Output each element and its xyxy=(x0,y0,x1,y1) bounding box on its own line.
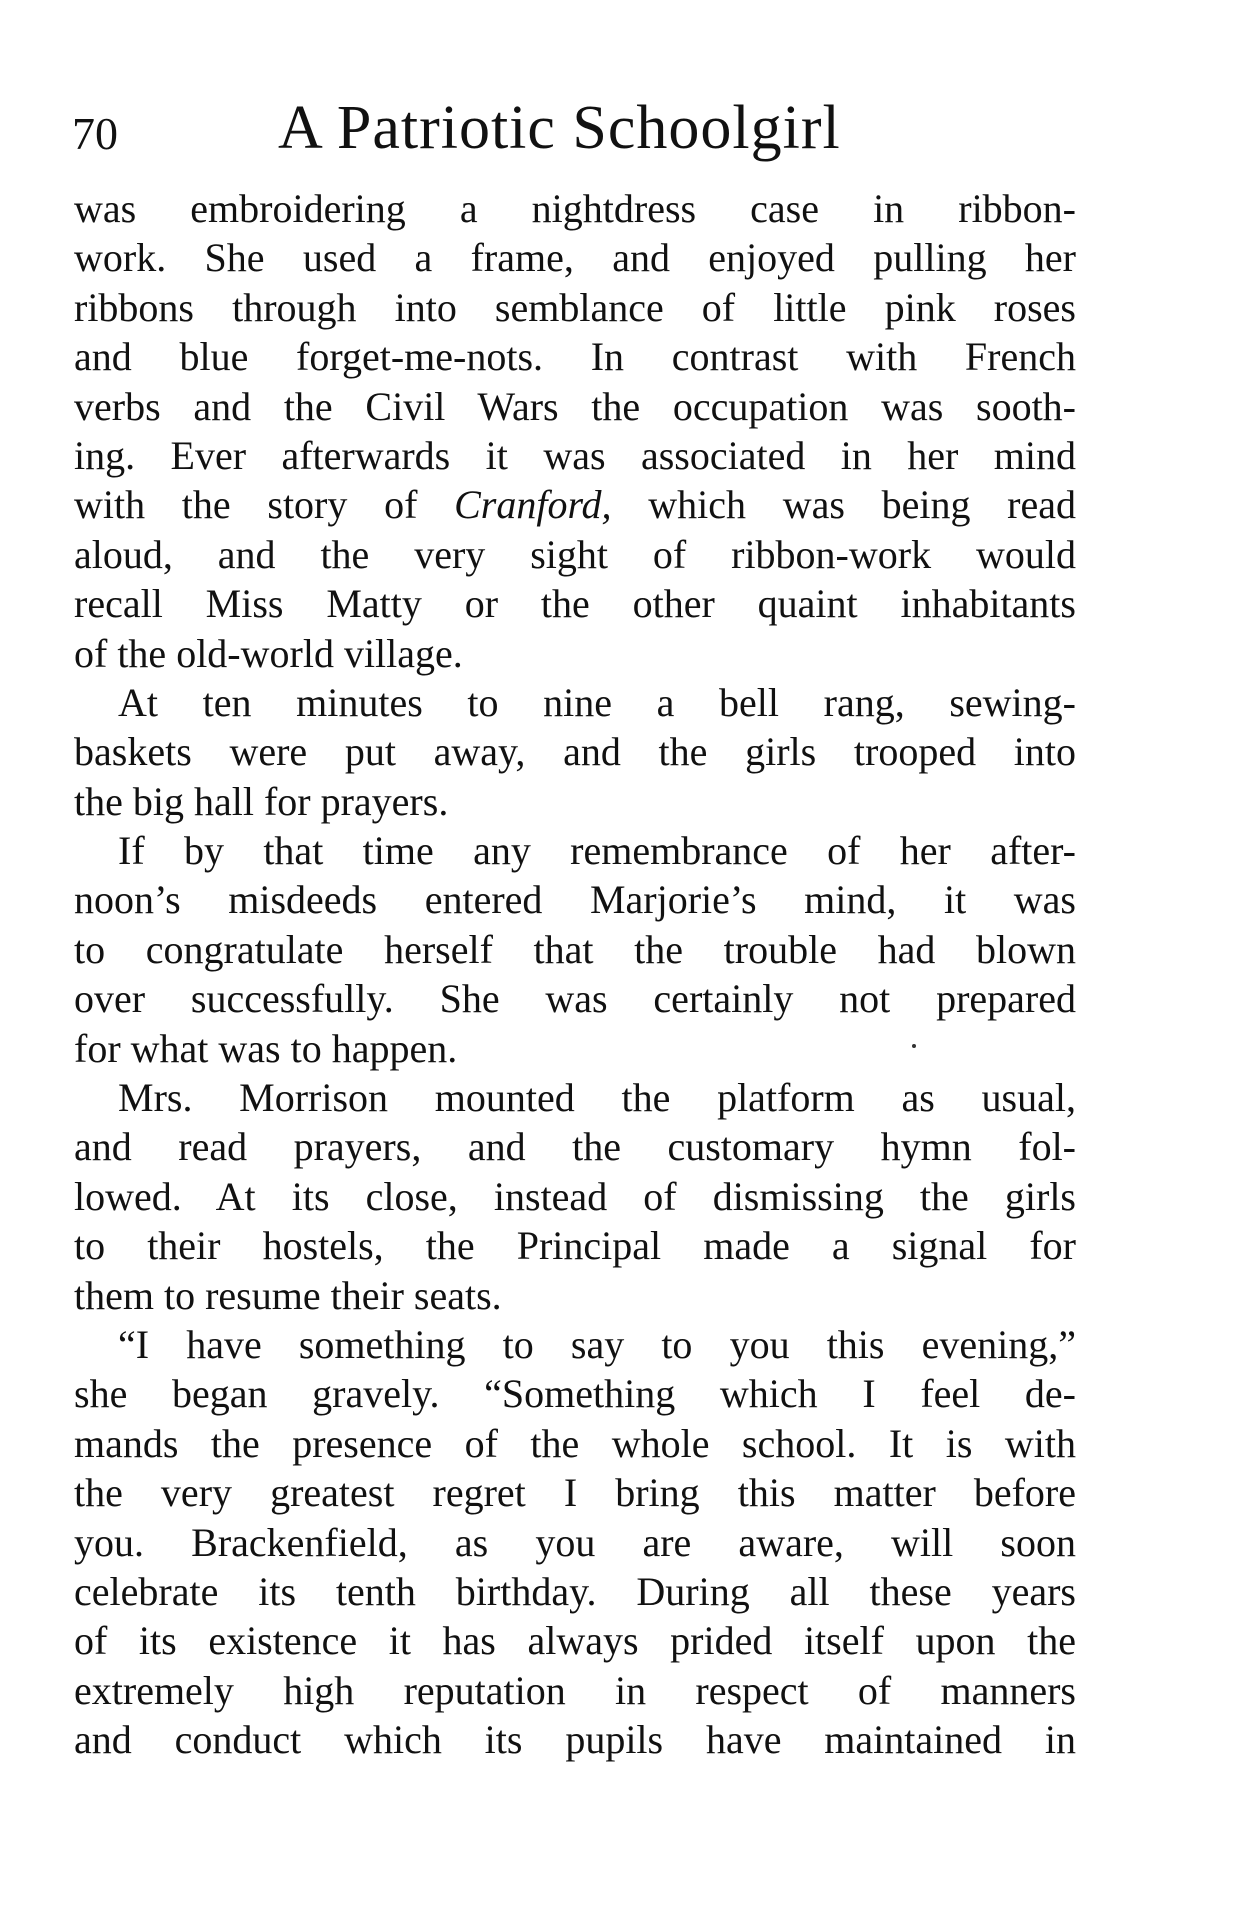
page-number: 70 xyxy=(72,108,118,159)
text-line: Mrs. Morrison mounted the platform as usual, xyxy=(118,1075,1076,1121)
text-line: the big hall for prayers. xyxy=(74,778,449,824)
text-segment: which was being read xyxy=(611,482,1076,528)
text-line: “I have something to say to you this evening,” xyxy=(118,1321,1076,1367)
text-line-with-italic xyxy=(74,480,1076,529)
text-line: baskets were put away, and the girls trooped into xyxy=(74,729,1076,775)
text-line: over successfully. She was certainly not prepared xyxy=(74,976,1076,1022)
text-line: was embroidering a nightdress case in ribbon- xyxy=(74,186,1076,231)
text-line: work. She used a frame, and enjoyed pulling her xyxy=(74,235,1076,281)
text-line: of its existence it has always prided itself upon the xyxy=(74,1618,1076,1664)
text-line: and read prayers, and the customary hymn fol- xyxy=(74,1124,1076,1170)
text-line: for what was to happen. xyxy=(74,1025,458,1071)
text-line: to congratulate herself that the trouble had blown xyxy=(74,926,1076,972)
text-line: of the old-world village. xyxy=(74,630,463,676)
text-line: and blue forget-me-nots. In contrast with French xyxy=(74,334,1076,380)
text-line: she began gravely. “Something which I feel de- xyxy=(74,1371,1076,1417)
text-line: ing. Ever afterwards it was associated in her mind xyxy=(74,432,1076,478)
body-text xyxy=(74,184,1076,1765)
text-line: ribbons through into semblance of little pink roses xyxy=(74,284,1076,330)
text-line: recall Miss Matty or the other quaint inhabitants xyxy=(74,581,1076,627)
book-title-cranford: Cranford, xyxy=(454,482,612,528)
text-line: the very greatest regret I bring this matter before xyxy=(74,1470,1076,1516)
page-header xyxy=(72,88,1072,168)
text-line: them to resume their seats. xyxy=(74,1272,502,1318)
text-segment: with the story of xyxy=(74,482,455,528)
text-line: you. Brackenfield, as you are aware, will soon xyxy=(74,1519,1076,1565)
text-line: verbs and the Civil Wars the occupation was sooth- xyxy=(74,383,1076,429)
text-line: aloud, and the very sight of ribbon-work would xyxy=(74,531,1076,577)
text-line: mands the presence of the whole school. It is with xyxy=(74,1420,1076,1466)
text-line: noon’s misdeeds entered Marjorie’s mind, it was xyxy=(74,877,1076,923)
text-line: If by that time any remembrance of her after- xyxy=(118,828,1076,874)
text-line: At ten minutes to nine a bell rang, sewing- xyxy=(118,679,1076,725)
text-line: lowed. At its close, instead of dismissing the girls xyxy=(74,1173,1076,1219)
text-line: celebrate its tenth birthday. During all these years xyxy=(74,1568,1076,1614)
print-speck xyxy=(912,1044,916,1048)
running-title: A Patriotic Schoolgirl xyxy=(278,94,841,162)
text-line: to their hostels, the Principal made a signal for xyxy=(74,1223,1076,1269)
text-line: and conduct which its pupils have maintained in xyxy=(74,1717,1076,1763)
text-line: extremely high reputation in respect of manners xyxy=(74,1667,1076,1713)
